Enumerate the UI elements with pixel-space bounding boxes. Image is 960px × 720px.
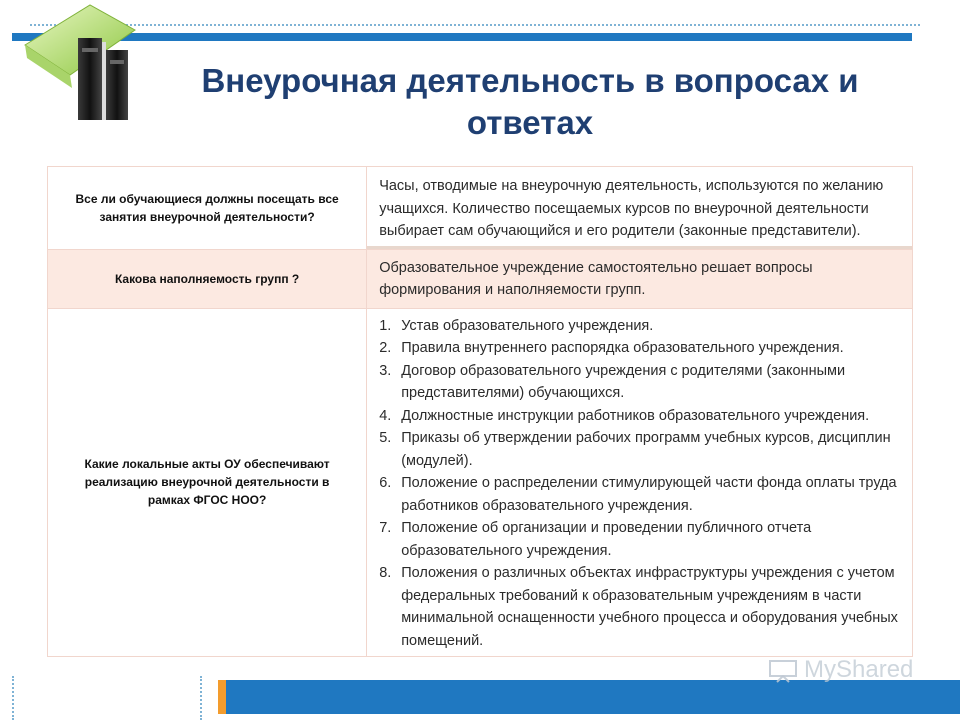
list-item: 7. Положение об организации и проведении публичного отчета образовательного учреждения. [379,520,812,559]
books-icon [20,0,150,125]
answer-cell: Часы, отводимые на внеурочную деятельность, используются по желанию учащихся. Количество посещаемых курсов по внеурочной деятельности выбирает сам обучающийся и его родители (законные представители). [367,167,913,250]
top-dotted-line [30,24,920,26]
bottom-dotted-line-left [12,676,14,720]
watermark: MyShared [768,656,913,684]
bottom-dotted-line-mid [200,676,202,720]
table-row [48,308,913,657]
page-title: Внеурочная деятельность в вопросах и ответах [201,62,859,141]
bottom-orange-accent [218,680,226,714]
answer-cell: Образовательное учреждение самостоятельно решает вопросы формирования и наполняемости групп. [367,249,913,308]
qa-table [47,166,913,657]
local-acts-list [379,315,900,653]
list-item: 5. Приказы об утверждении рабочих программ учебных курсов, дисциплин (модулей). [379,430,891,469]
table-row [48,167,913,250]
list-item: 3. Договор образовательного учреждения с родителями (законными представителями) обучающихся. [379,362,846,401]
bottom-blue-bar [218,680,960,714]
question-cell: Какие локальные акты ОУ обеспечивают реализацию внеурочной деятельности в рамках ФГОС НОО? [48,308,367,657]
list-item: 1. Устав образовательного учреждения. [379,317,654,334]
list-item: 8. Положения о различных объектах инфраструктуры учреждения с учетом федеральных требований к образовательным учреждениям в части минимальной оснащенности учебного процесса и оборудования учебных помещений. [379,565,898,649]
list-item: 6. Положение о распределении стимулирующей части фонда оплаты труда работников образовательного учреждения. [379,475,897,514]
question-cell: Какова наполняемость групп ? [48,249,367,308]
list-item: 4. Должностные инструкции работников образовательного учреждения. [379,407,870,424]
list-item: 2. Правила внутреннего распорядка образовательного учреждения. [379,340,844,356]
presentation-icon [768,659,798,683]
table-row [48,249,913,308]
answer-cell [367,308,913,657]
question-cell: Все ли обучающиеся должны посещать все занятия внеурочной деятельности? [48,167,367,250]
